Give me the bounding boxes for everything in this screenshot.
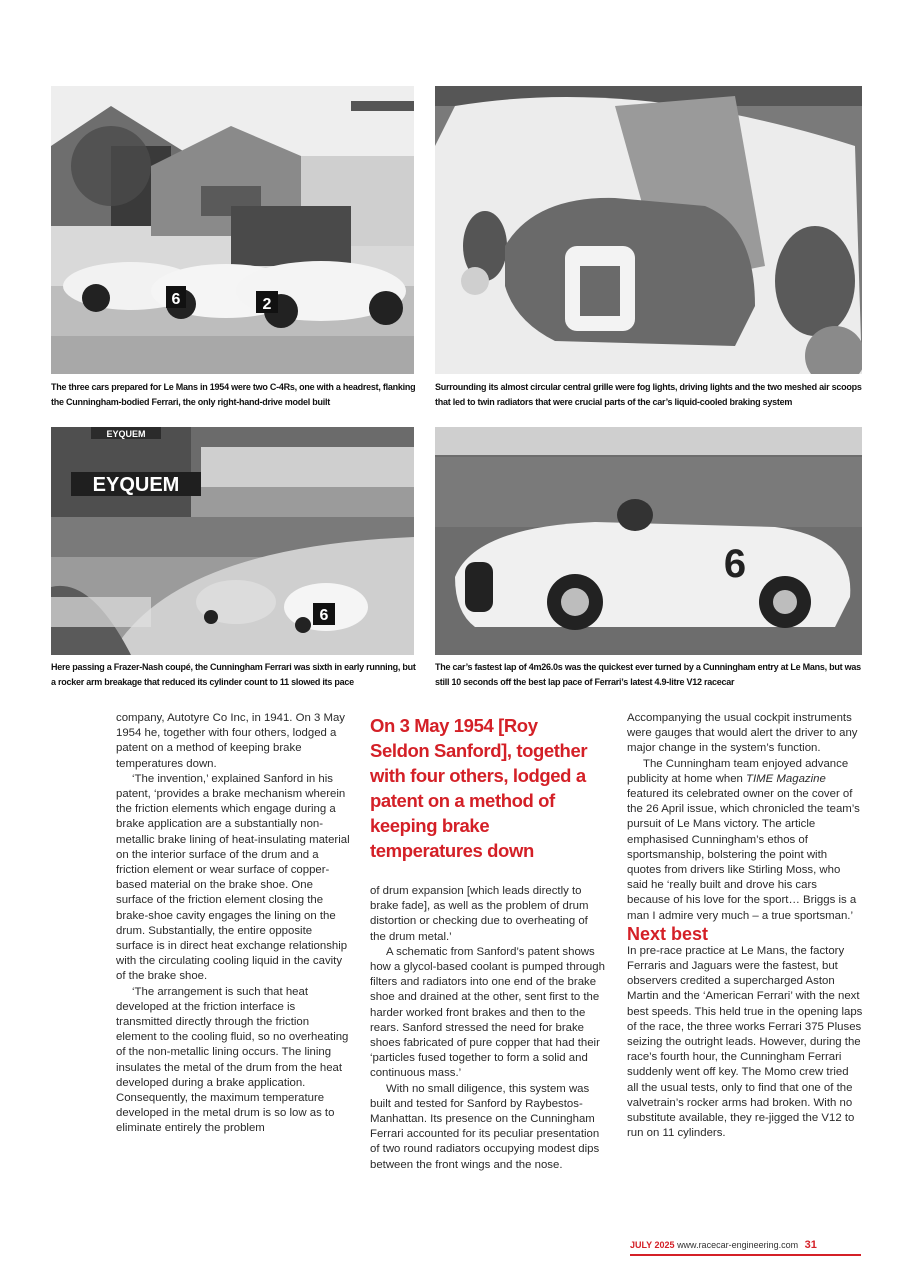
- page-number: 31: [804, 1239, 817, 1251]
- three-cars-photo: [51, 86, 414, 374]
- time-magazine-title: TIME Magazine: [746, 772, 826, 785]
- col3-text: The Cunningham team enjoyed advance publicity at home when: [627, 757, 849, 785]
- grille-closeup-photo: [435, 86, 862, 374]
- caption-three-cars: The three cars prepared for Le Mans in 1954 were two C-4Rs, one with a headrest, flanking the Cunningham-bodied Ferrari, the only right-hand-drive model built: [51, 382, 416, 407]
- fastest-car-number: 6: [723, 542, 747, 586]
- col3-text: featured its celebrated owner on the cover of the 26 April issue, which chronicled the team’s pursuit of Le Mans victory. The article emphasised Cunningham’s ethos of sportsmanship, bolstering the point with quotes from drivers like Stirling Moss, who said he ‘really built and drove his cars because of his love for the sport… Briggs is a man I admire very much – a true sportsman.’: [627, 788, 860, 922]
- body-column-3: [627, 711, 863, 1141]
- caption-track: Here passing a Frazer-Nash coupé, the Cunningham Ferrari was sixth in early running, but a rocker arm breakage that reduced its cylinder count to 11 slowed its pace: [51, 662, 416, 687]
- race-track-photo: [51, 427, 414, 655]
- col2-paragraph: A schematic from Sanford’s patent shows how a glycol-based coolant is pumped through filters and radiators into one end of the brake shoe and drained at the other, sent first to the harder worked front brakes and then to the rears. Sanford stressed the need for brake shoes fabricated of pure copper that had their ‘particles fused together to form a solid and continuous mass.’: [370, 945, 605, 1080]
- col3-paragraph: Accompanying the usual cockpit instruments were gauges that would alert the driver to any major change in the system’s function.: [627, 712, 858, 755]
- caption-grille: Surrounding its almost circular central grille were fog lights, driving lights and the two meshed air scoops that led to twin radiators that were crucial parts of the car’s liquid-cooled braking system: [435, 382, 862, 407]
- car-number-2: 2: [262, 296, 272, 313]
- col3-paragraph: In pre-race practice at Le Mans, the factory Ferraris and Jaguars were the fastest, but observers credited a supercharged Aston Martin and the ‘American Ferrari’ with the next best speeds. This held true in the opening laps of the race, the three works Ferrari 375 Pluses seizing the outright leads. However, during the race’s fourth hour, the Cunningham Ferrari suddenly went off key. The Momo crew tried all the usual tests, only to find that one of the valvetrain’s rocker arms had broken. With no substitute available, they re-jigged the V12 to run on 11 cylinders.: [627, 944, 863, 1140]
- col3-paragraph: [627, 757, 863, 924]
- footer-rule: [630, 1254, 861, 1256]
- track-car-number: 6: [319, 607, 329, 624]
- caption-fastest-lap: The car’s fastest lap of 4m26.0s was the quickest ever turned by a Cunningham entry at Le Mans, but was still 10 seconds off the best lap pace of Ferrari’s latest 4.9-litre V12 racecar: [435, 662, 861, 687]
- body-column-2: [370, 884, 606, 1173]
- col1-paragraph: ‘The arrangement is such that heat developed at the friction interface is transmitted directly through the friction element to the cooling fluid, so no overheating of the non-metallic lining occurs. The lining insulates the metal of the drum from the heat developed during a brake application. Consequently, the maximum temperature developed in the metal drum is so low as to eliminate entirely the problem: [116, 985, 349, 1135]
- col1-paragraph: company, Autotyre Co Inc, in 1941. On 3 May 1954 he, together with four others, lodged a patent on a method of keeping brake temperatures down.: [116, 712, 345, 770]
- section-subhead: Next best: [627, 923, 709, 944]
- footer-month: JULY 2025: [630, 1240, 675, 1250]
- eyquem-small-sign: EYQUEM: [106, 429, 146, 439]
- pull-quote: On 3 May 1954 [Roy Seldon Sanford], together with four others, lodged a patent on a method of keeping brake temperatures down: [370, 715, 588, 861]
- col1-paragraph: ‘The invention,’ explained Sanford in his patent, ‘provides a brake mechanism wherein the friction elements which engage during a brake application are a substantially non-metallic brake lining of heat-insulating material on the interior surface of the drum and a friction element or wear surface of copper-based material on the brake shoe. One surface of the friction element closing the brake-shoe cavity engages the lining on the drum. Substantially, the entire opposite surface is in direct heat exchange relationship with the circulating cooling liquid in the cavity of the brake shoe.: [116, 772, 350, 983]
- car-number-6: 6: [171, 291, 181, 308]
- fastest-lap-photo: [435, 427, 862, 655]
- page-footer: [630, 1239, 817, 1251]
- body-column-1: [116, 711, 352, 1137]
- col2-paragraph: With no small diligence, this system was built and tested for Sanford by Raybestos-Manhattan. Its presence on the Cunningham Ferrari accounted for its peculiar presentation of two round radiators occupying modest dips between the front wings and the nose.: [370, 1082, 600, 1171]
- footer-url[interactable]: www.racecar-engineering.com: [677, 1240, 799, 1250]
- eyquem-big-sign: EYQUEM: [92, 474, 180, 496]
- col2-paragraph: of drum expansion [which leads directly to brake fade], as well as the problem of drum distortion or checking due to overheating of the drum metal.’: [370, 885, 589, 943]
